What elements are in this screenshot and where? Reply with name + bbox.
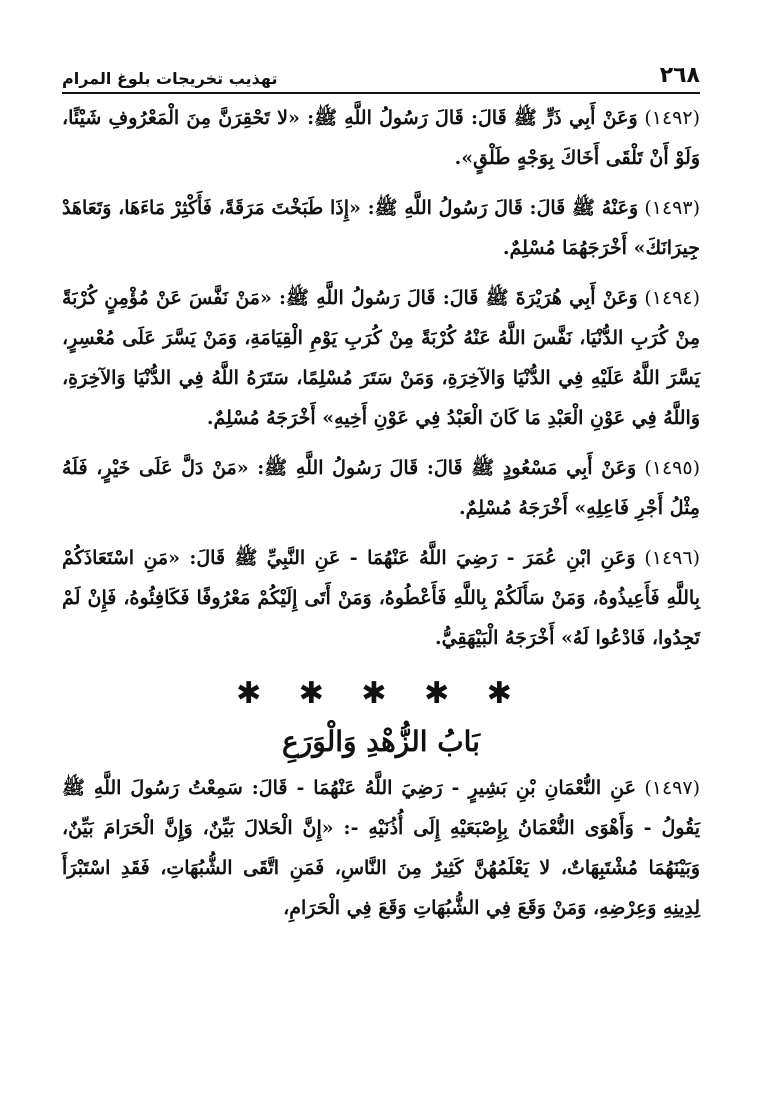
hadith-text: وَعَنِ ابْنِ عُمَرَ - رَضِيَ اللَّهُ عَنْهُمَا - عَنِ النَّبِيِّ ﷺ قَالَ: «مَنِ اسْتَعَاذَكُمْ بِاللَّهِ فَأَعِيذُوهُ، وَمَنْ سَأَلَكُمْ بِاللَّهِ فَأَعْطُوهُ، وَمَنْ أَتَى إِلَيْكُمْ مَعْرُوفًا فَكَافِئُوهُ، فَإِنْ لَمْ تَجِدُوا، فَادْعُوا لَهُ» أَخْرَجَهُ الْبَيْهَقِيُّ. [62, 547, 700, 649]
hadith-number: (١٤٩٤) [644, 287, 701, 309]
page-header [62, 58, 700, 88]
page-body [62, 98, 700, 938]
hadith-1493 [62, 188, 700, 268]
hadith-1492 [62, 98, 700, 178]
hadith-number: (١٤٩٦) [644, 547, 701, 569]
hadith-number: (١٤٩٣) [644, 197, 700, 219]
chapter-title: بَابُ الزُّهْدِ وَالْوَرَعِ [282, 725, 480, 758]
hadith-text: وَعَنْ أَبِي هُرَيْرَةَ ﷺ قَالَ: قَالَ رَسُولُ اللَّهِ ﷺ: «مَنْ نَفَّسَ عَنْ مُؤْمِنٍ كُرْبَةً مِنْ كُرَبِ الدُّنْيَا، نَفَّسَ اللَّهُ عَنْهُ كُرْبَةً مِنْ كُرَبِ يَوْمِ الْقِيَامَةِ، وَمَنْ يَسَّرَ عَلَى مُعْسِرٍ، يَسَّرَ اللَّهُ عَلَيْهِ فِي الدُّنْيَا وَالآخِرَةِ، وَمَنْ سَتَرَ مُسْلِمًا، سَتَرَهُ اللَّهُ فِي الدُّنْيَا وَالآخِرَةِ، وَاللَّهُ فِي عَوْنِ الْعَبْدِ مَا كَانَ الْعَبْدُ فِي عَوْنِ أَخِيهِ» أَخْرَجَهُ مُسْلِمٌ. [62, 287, 700, 429]
hadith-text: عَنِ النُّعْمَانِ بْنِ بَشِيرٍ - رَضِيَ اللَّهُ عَنْهُمَا - قَالَ: سَمِعْتُ رَسُولَ اللَّهِ ﷺ يَقُولُ - وَأَهْوَى النُّعْمَانُ بِإِصْبَعَيْهِ إِلَى أُذُنَيْهِ -: «إِنَّ الْحَلالَ بَيِّنٌ، وَإِنَّ الْحَرَامَ بَيِّنٌ، وَبَيْنَهُمَا مُشْتَبِهَاتٌ، لا يَعْلَمُهُنَّ كَثِيرٌ مِنَ النَّاسِ، فَمَنِ اتَّقَى الشُّبُهَاتِ، فَقَدِ اسْتَبْرَأَ لِدِينِهِ وَعِرْضِهِ، وَمَنْ وَقَعَ فِي الشُّبُهَاتِ وَقَعَ فِي الْحَرَامِ، [62, 777, 700, 919]
header-rule [62, 92, 700, 94]
hadith-number: (١٤٩٢) [644, 107, 700, 129]
hadith-number: (١٤٩٧) [644, 777, 700, 799]
section-separator: ✱ ✱ ✱ ✱ ✱ [236, 676, 526, 711]
running-title: تهذيب تخريجات بلوغ المرام [62, 69, 278, 88]
page-number: ٢٦٨ [659, 63, 700, 88]
hadith-text: وَعَنْ أَبِي ذَرٍّ ﷺ قَالَ: قَالَ رَسُولُ اللَّهِ ﷺ: «لا تَحْقِرَنَّ مِنَ الْمَعْرُوفِ شَيْئًا، وَلَوْ أَنْ تَلْقَى أَخَاكَ بِوَجْهٍ طَلْقٍ». [62, 107, 700, 169]
hadith-1495 [62, 448, 700, 528]
hadith-text: وَعَنْهُ ﷺ قَالَ: قَالَ رَسُولُ اللَّهِ ﷺ: «إِذَا طَبَخْتَ مَرَقَةً، فَأَكْثِرْ مَاءَهَا، وَتَعَاهَدْ جِيرَانَكَ» أَخْرَجَهُمَا مُسْلِمٌ. [62, 197, 700, 259]
hadith-1494 [62, 278, 700, 438]
hadith-1496 [62, 538, 700, 658]
hadith-1497 [62, 768, 700, 928]
hadith-number: (١٤٩٥) [644, 457, 700, 479]
hadith-text: وَعَنْ أَبِي مَسْعُودٍ ﷺ قَالَ: قَالَ رَسُولُ اللَّهِ ﷺ: «مَنْ دَلَّ عَلَى خَيْرٍ، فَلَهُ مِثْلُ أَجْرِ فَاعِلِهِ» أَخْرَجَهُ مُسْلِمٌ. [62, 457, 700, 519]
